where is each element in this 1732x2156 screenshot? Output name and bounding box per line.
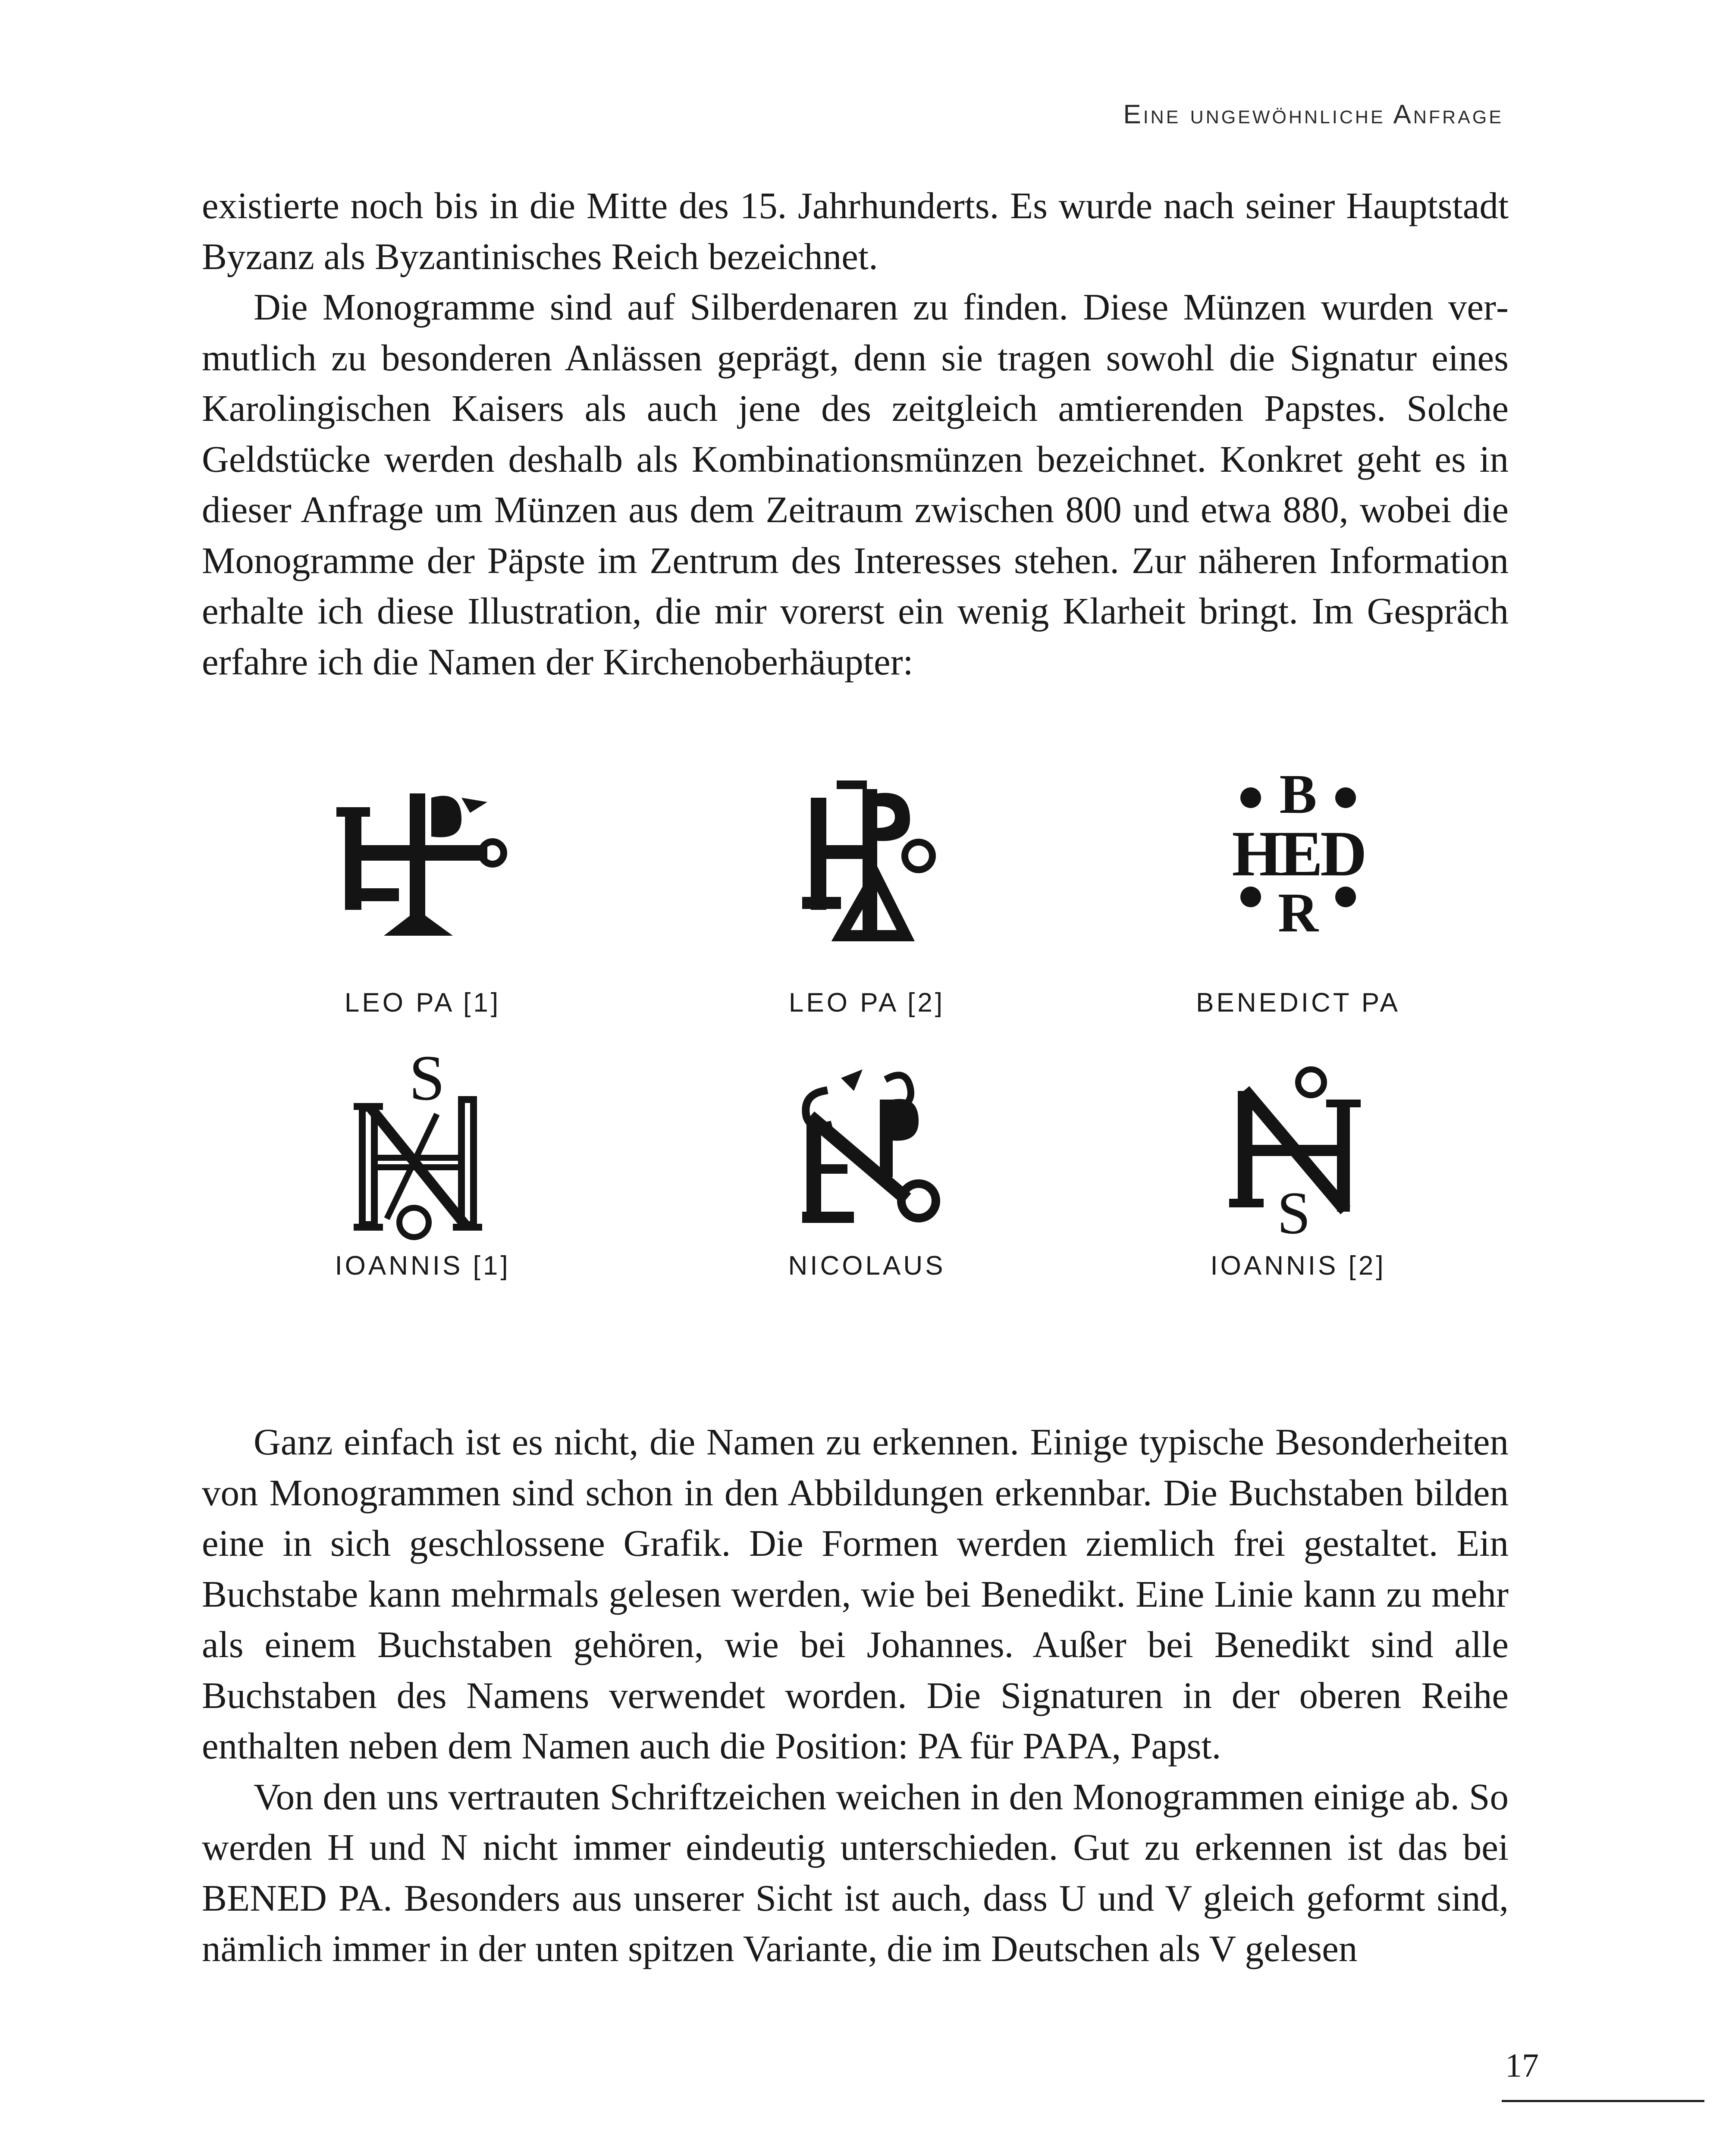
caption-leo-pa-2: LEO PA [2] xyxy=(788,988,945,1018)
ioannis1-letter-s: S xyxy=(409,1052,445,1114)
page-number: 17 xyxy=(1505,2046,1539,2084)
running-head: Eine ungewöhnliche Anfrage xyxy=(1123,100,1503,129)
monogram-leo-pa-2 xyxy=(673,772,1061,1082)
monogram-nicolaus-graphic xyxy=(776,1052,957,1233)
caption-ioannis-1: IOANNIS [1] xyxy=(335,1251,511,1281)
caption-nicolaus: NICOLAUS xyxy=(788,1251,946,1281)
monogram-ioannis-2 xyxy=(1104,1052,1492,1363)
monogram-ioannis-2-graphic xyxy=(1208,1052,1389,1242)
monogram-ioannis-1-graphic xyxy=(332,1052,513,1242)
paragraph: existierte noch bis in die Mitte des 15. Jahrhunderts. Es wurde nach seiner Hauptstadt Byzanz als Byzantinisches Reich bezeichnet. xyxy=(202,185,1509,277)
caption-benedict-pa: BENEDICT PA xyxy=(1196,988,1400,1018)
caption-leo-pa-1: LEO PA [1] xyxy=(344,988,501,1018)
caption-ioannis-2: IOANNIS [2] xyxy=(1210,1251,1386,1281)
monogram-leo-pa-1-graphic xyxy=(332,772,513,953)
monogram-nicolaus xyxy=(673,1052,1061,1363)
benedict-letter-r: R xyxy=(1278,882,1318,944)
monogram-leo-pa-2-graphic xyxy=(776,772,957,953)
monogram-leo-pa-1 xyxy=(229,772,617,1082)
monogram-benedict-pa xyxy=(1104,772,1492,1082)
paragraph: Die Monogramme sind auf Silberdenaren zu finden. Diese Münzen wurden vermutlich zu besonderen Anlässen geprägt, denn sie tragen sowohl die Signatur eines Karolingischen Kaisers als auch jene des zeitgleich amtierenden Papstes. Solche Geldstücke werden deshalb als Kombinationsmünzen bezeichnet. Konkret geht es in dieser Anfrage um Münzen aus dem Zeitraum zwischen 800 und etwa 880, wobei die Monogramme der Päpste im Zentrum des Interesses stehen. Zur näheren Information erhalte ich diese Illustration, die mir vorerst ein wenig Klarheit bringt. Im Gespräch erfahre ich die Namen der Kirchenoberhäupter: xyxy=(202,286,1509,683)
paragraph: Von den uns vertrauten Schriftzeichen weichen in den Monogrammen einige ab. So werden H und N nicht immer eindeutig unterschieden. Gut zu erkennen ist das bei BENED PA. Besonders aus unserer Sicht ist auch, dass U und V gleich geformt sind, nämlich immer in der unten spitzen Variante, die im Deutschen als V gelesen xyxy=(202,1775,1509,1969)
ioannis2-letter-s: S xyxy=(1277,1180,1311,1242)
body-text-bottom xyxy=(202,1416,1509,1974)
monogram-ioannis-1 xyxy=(229,1052,617,1363)
benedict-letter-b: B xyxy=(1279,772,1317,825)
body-text-top xyxy=(202,180,1509,687)
monogram-benedict-pa-graphic xyxy=(1199,772,1397,953)
benedict-letters-hed: HED xyxy=(1232,818,1365,890)
footer-rule xyxy=(1502,2100,1704,2102)
paragraph: Ganz einfach ist es nicht, die Namen zu erkennen. Einige typische Besonderheiten von Monogrammen sind schon in den Abbildungen erkennbar. Die Buchstaben bilden eine in sich geschlossene Grafik. Die Formen werden ziemlich frei gestaltet. Ein Buchstabe kann mehrmals gelesen werden, wie bei Benedikt. Eine Linie kann zu mehr als einem Buchstaben gehören, wie bei Johannes. Außer bei Benedikt sind alle Buchstaben des Namens verwendet worden. Die Signaturen in der oberen Reihe enthalten neben dem Namen auch die Position: PA für PAPA, Papst. xyxy=(202,1421,1509,1767)
